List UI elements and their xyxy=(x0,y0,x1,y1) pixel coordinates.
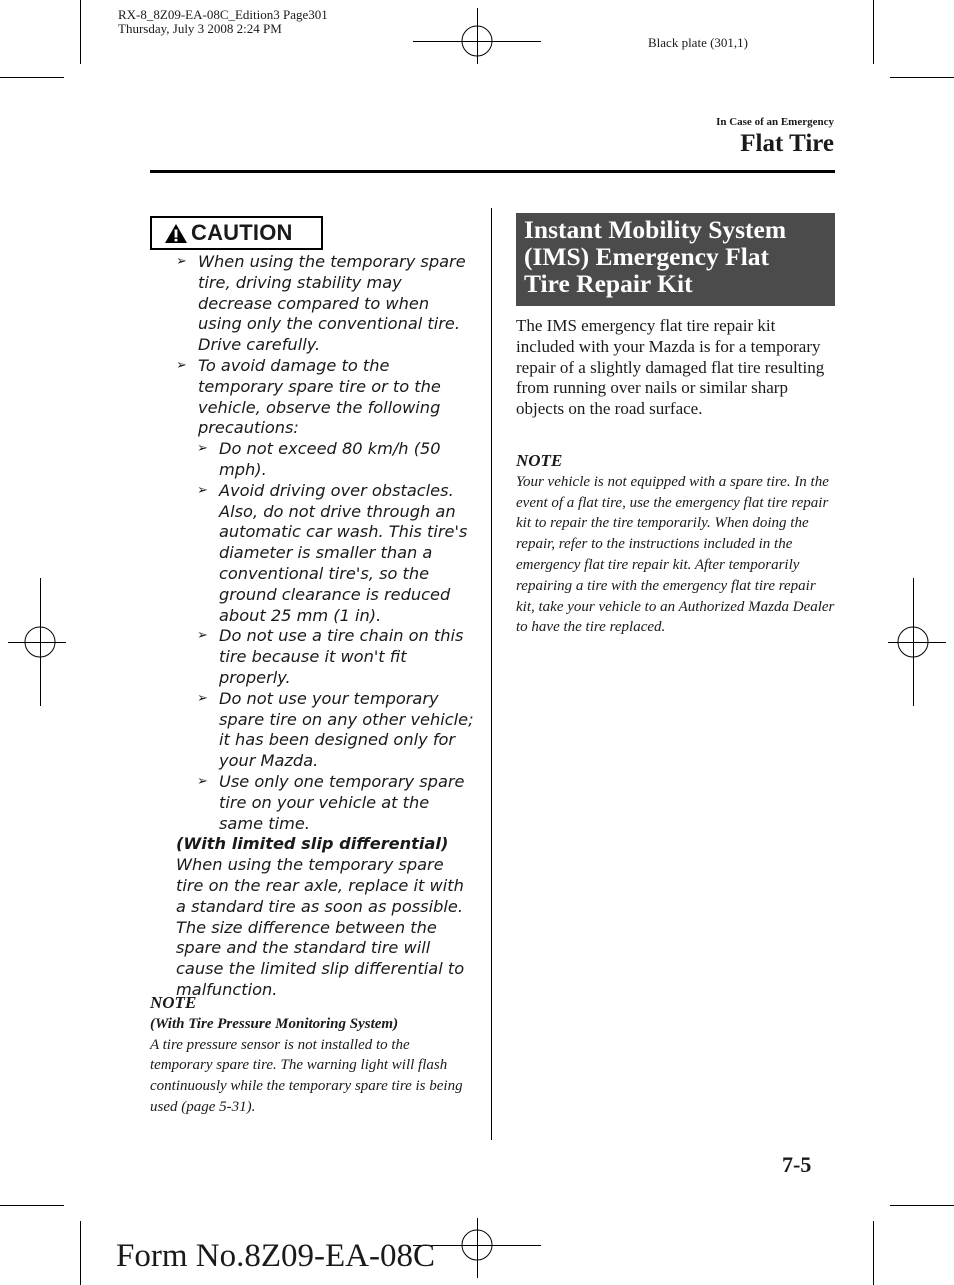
note-text: Your vehicle is not equipped with a spare tire. In the event of a flat tire, use the emergency flat tire repair kit to repair the tire temporarily. When doing the repair, refer to the instructions included in the emergency flat tire repair kit. After temporarily repairing a tire with the emergency flat tire repair kit, take your vehicle to an Authorized Mazda Dealer to have the tire replaced. xyxy=(516,473,835,636)
caution-bullet xyxy=(176,356,476,439)
lsd-text: When using the temporary spare tire on the rear axle, replace it with a standard tire as soon as possible. The size difference between the spare and the standard tire will cause the limited slip differential to malfunction. xyxy=(176,855,465,999)
print-header-date: Thursday, July 3 2008 2:24 PM xyxy=(118,21,282,36)
header-rule xyxy=(150,170,835,173)
warning-triangle-icon xyxy=(164,223,188,244)
note-right xyxy=(516,451,838,638)
caution-bullet xyxy=(176,252,476,356)
section-category: In Case of an Emergency xyxy=(716,116,834,128)
lsd-heading: (With limited slip differential) xyxy=(176,834,449,854)
note-heading: NOTE xyxy=(516,451,563,470)
page-number: 7-5 xyxy=(782,1152,812,1177)
page-title: Flat Tire xyxy=(740,130,834,157)
caution-bullet-text: To avoid damage to the temporary spare tire or to the vehicle, observe the following precautions: xyxy=(198,355,441,438)
black-plate-label: Black plate (301,1) xyxy=(648,35,748,50)
caution-sub-bullet xyxy=(197,439,476,481)
caution-sub-bullet xyxy=(197,481,476,627)
column-divider xyxy=(491,208,492,1140)
arrow-bullet-icon: ➢ xyxy=(197,628,208,644)
caution-sub-bullet-text: Avoid driving over obstacles. Also, do not drive through an automatic car wash. This tire's diameter is smaller than a conventional tire's, so the ground clearance is reduced about 25 mm (1 in). xyxy=(219,480,468,625)
print-header xyxy=(118,8,328,36)
caution-bullet-text: When using the temporary spare tire, driving stability may decrease compared to when using only the conventional tire. xyxy=(198,252,466,334)
ims-title xyxy=(524,216,829,297)
arrow-bullet-icon: ➢ xyxy=(197,690,208,706)
caution-sub-bullet xyxy=(197,772,476,834)
arrow-bullet-icon: ➢ xyxy=(197,482,208,498)
caution-sub-bullet xyxy=(197,626,476,688)
caution-sub-bullet-text: Use only one temporary spare tire on your vehicle at the same time. xyxy=(219,771,465,833)
caution-sub-bullet-text: Do not use a tire chain on this tire because it won't fit properly. xyxy=(219,626,464,687)
caution-label: CAUTION xyxy=(191,220,293,245)
arrow-bullet-icon: ➢ xyxy=(197,441,208,457)
arrow-bullet-icon: ➢ xyxy=(176,254,187,269)
arrow-bullet-icon: ➢ xyxy=(197,773,208,789)
caution-body xyxy=(176,252,476,1001)
arrow-bullet-icon: ➢ xyxy=(176,357,187,373)
note-text: A tire pressure sensor is not installed to the temporary spare tire. The warning light will flash continuously while the temporary spare tire is being used (page 5-31). xyxy=(150,1036,463,1115)
caution-sub-bullet xyxy=(197,689,476,772)
ims-title-line: Tire Repair Kit xyxy=(524,269,693,298)
caution-bullet-extra: Drive carefully. xyxy=(198,335,321,355)
caution-sub-bullet-text: Do not use your temporary spare tire on any other vehicle; it has been designed only for your Mazda. xyxy=(219,688,474,771)
caution-sub-bullet-text: Do not exceed 80 km/h (50 mph). xyxy=(219,439,441,479)
ims-title-line: Instant Mobility System xyxy=(524,215,787,244)
print-header-file: RX-8_8Z09-EA-08C_Edition3 Page301 xyxy=(118,7,328,22)
caution-box xyxy=(150,216,323,250)
note-left xyxy=(150,993,470,1118)
ims-title-line: (IMS) Emergency Flat xyxy=(524,242,770,271)
form-number: Form No.8Z09-EA-08C xyxy=(116,1238,435,1274)
note-heading: NOTE xyxy=(150,993,197,1012)
note-subheading: (With Tire Pressure Monitoring System) xyxy=(150,1015,399,1032)
ims-body: The IMS emergency flat tire repair kit included with your Mazda is for a temporary repair of a slightly damaged flat tire resulting from running over nails or similar sharp objects on the road surface. xyxy=(516,316,825,419)
